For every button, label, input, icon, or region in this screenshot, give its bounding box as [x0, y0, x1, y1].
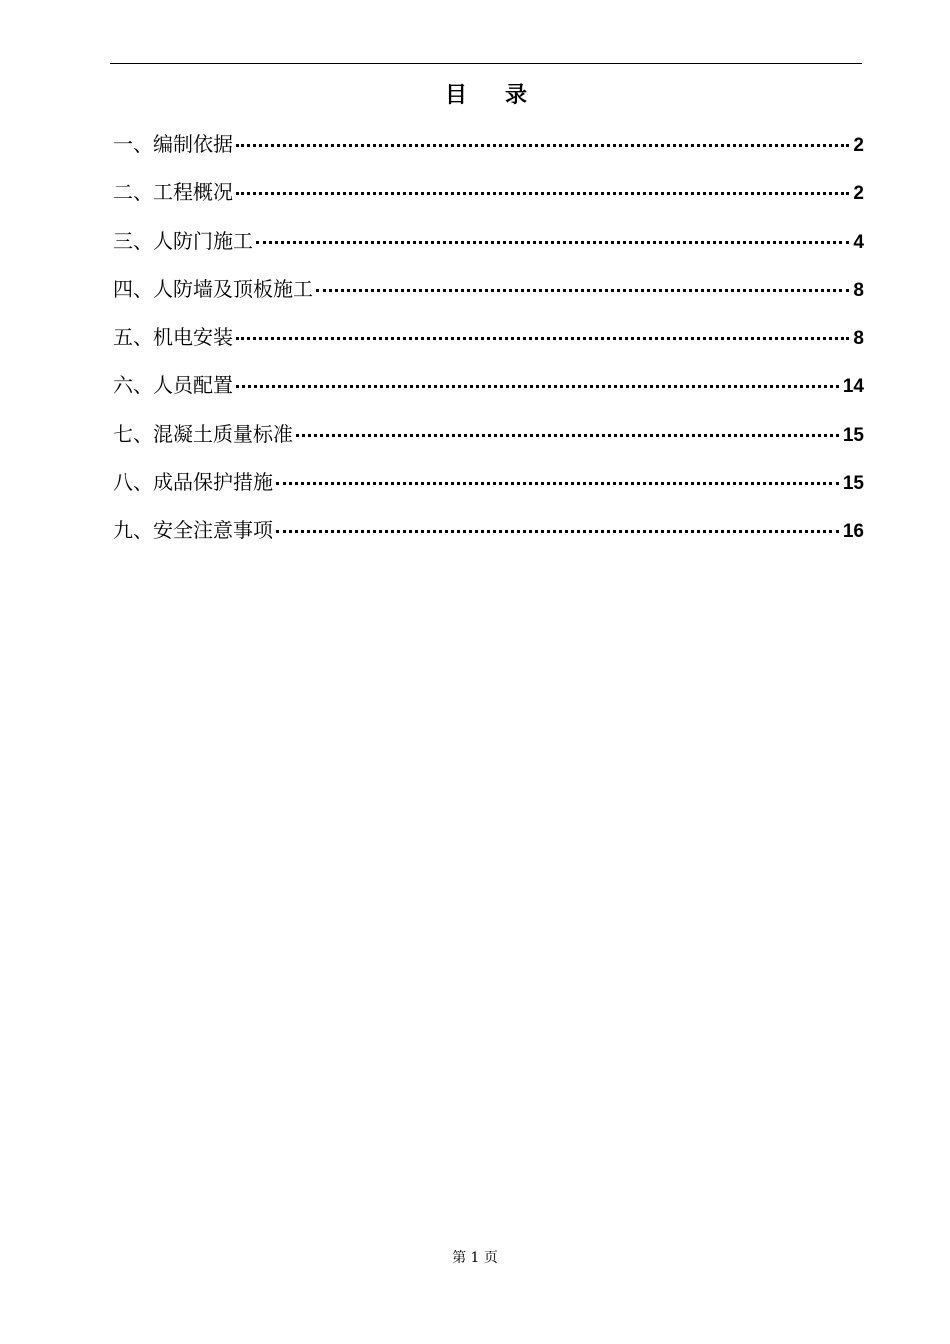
page-number-footer: 第 1 页: [452, 1250, 498, 1266]
toc-dot-leader: [256, 241, 849, 244]
toc-entry-label: 七、混凝土质量标准: [113, 421, 293, 446]
toc-entry-8[interactable]: [113, 466, 864, 514]
header-rule: [110, 63, 862, 64]
toc-entry-6[interactable]: [113, 369, 864, 417]
toc-entry-4[interactable]: [113, 273, 864, 321]
toc-entry-2[interactable]: [113, 176, 864, 224]
toc-dot-leader: [236, 337, 849, 340]
toc-dot-leader: [276, 482, 839, 485]
toc-entry-9[interactable]: [113, 514, 864, 562]
toc-entry-5[interactable]: [113, 321, 864, 369]
toc-entry-page: 8: [853, 279, 864, 301]
toc-dot-leader: [296, 434, 839, 437]
toc-entry-label: 一、编制依据: [113, 132, 233, 156]
toc-entry-page: 16: [842, 521, 864, 543]
toc-entry-3[interactable]: [113, 225, 864, 273]
toc-entry-page: 4: [853, 231, 864, 253]
toc-dot-leader: [276, 530, 839, 533]
toc-entry-7[interactable]: [113, 418, 864, 466]
toc-title: 目录: [444, 82, 565, 108]
toc-entry-label: 三、人防门施工: [113, 228, 253, 253]
toc-entry-page: 2: [853, 135, 864, 156]
toc-entry-label: 九、安全注意事项: [113, 518, 273, 543]
toc-entry-1[interactable]: [113, 128, 864, 176]
toc-entry-page: 15: [842, 473, 864, 495]
toc-entry-label: 二、工程概况: [113, 180, 233, 205]
toc-entry-label: 六、人员配置: [113, 373, 233, 398]
toc-dot-leader: [316, 289, 849, 292]
toc-entry-page: 8: [853, 328, 864, 350]
table-of-contents: [113, 128, 864, 563]
toc-dot-leader: [236, 192, 849, 195]
toc-dot-leader: [236, 385, 839, 388]
toc-entry-label: 五、机电安装: [113, 325, 233, 350]
toc-entry-page: 2: [853, 183, 864, 205]
toc-dot-leader: [236, 144, 849, 147]
toc-entry-label: 八、成品保护措施: [113, 470, 273, 495]
toc-entry-page: 15: [842, 424, 864, 446]
toc-entry-page: 14: [842, 376, 864, 398]
toc-entry-label: 四、人防墙及顶板施工: [113, 276, 313, 301]
